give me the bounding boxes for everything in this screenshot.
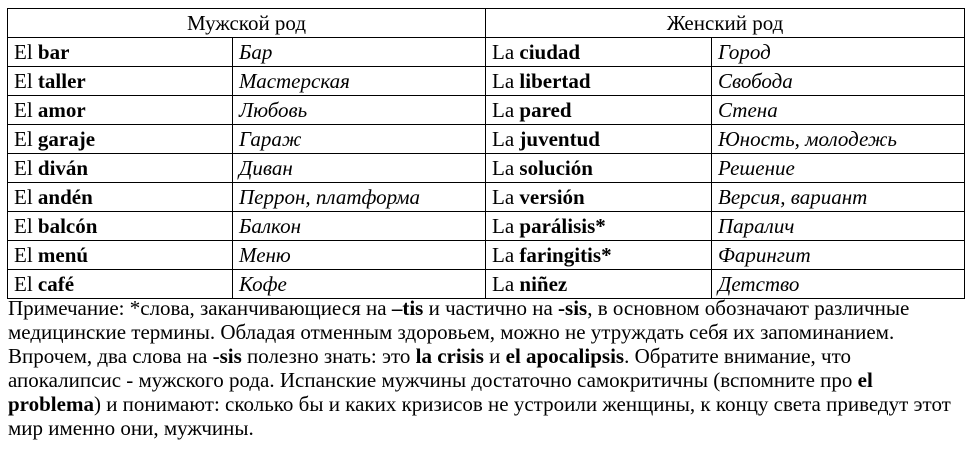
feminine-russian-cell: Решение xyxy=(712,154,965,183)
masculine-russian-cell: Бар xyxy=(233,38,486,67)
masculine-spanish-cell xyxy=(8,67,233,96)
feminine-russian-cell: Стена xyxy=(712,96,965,125)
spanish-article: La xyxy=(492,127,520,151)
feminine-russian-cell: Паралич xyxy=(712,212,965,241)
feminine-spanish-cell xyxy=(486,125,712,154)
masculine-russian-cell: Любовь xyxy=(233,96,486,125)
note-text: ) и понимают: сколько бы и каких кризисов не устроили женщины, к концу света приведут этот мир именно они, мужчины. xyxy=(8,392,951,440)
table-row xyxy=(8,96,965,125)
feminine-russian-cell: Версия, вариант xyxy=(712,183,965,212)
masculine-russian-cell: Балкон xyxy=(233,212,486,241)
table-body xyxy=(8,38,965,299)
header-masculine: Мужской род xyxy=(8,9,486,38)
spanish-article: La xyxy=(492,243,520,267)
table-row xyxy=(8,183,965,212)
note-text: полезно знать: это xyxy=(241,344,416,368)
feminine-spanish-cell xyxy=(486,183,712,212)
masculine-russian-cell: Мастерская xyxy=(233,67,486,96)
spanish-word: diván xyxy=(37,156,89,180)
table-row xyxy=(8,241,965,270)
spanish-word: faringitis* xyxy=(519,243,612,267)
spanish-word: garaje xyxy=(37,127,96,151)
header-feminine: Женский род xyxy=(486,9,965,38)
masculine-spanish-cell xyxy=(8,154,233,183)
spanish-article: El xyxy=(14,185,38,209)
masculine-spanish-cell xyxy=(8,96,233,125)
masculine-spanish-cell xyxy=(8,125,233,154)
feminine-russian-cell: Фарингит xyxy=(712,241,965,270)
table-row xyxy=(8,212,965,241)
spanish-article: La xyxy=(492,272,520,296)
feminine-spanish-cell xyxy=(486,38,712,67)
spanish-article: El xyxy=(14,127,38,151)
note-text: , в основном обозначают различные медицинские термины. Обладая отменным здоровьем, можно не утруждать себя их запоминанием. Впрочем, два слова на xyxy=(8,296,910,368)
feminine-spanish-cell xyxy=(486,96,712,125)
spanish-article: El xyxy=(14,69,38,93)
note-bold: -sis xyxy=(558,296,588,320)
spanish-word: café xyxy=(37,272,75,296)
feminine-spanish-cell xyxy=(486,241,712,270)
note-text: и частично на xyxy=(423,296,559,320)
note-bold: -sis xyxy=(212,344,242,368)
spanish-article: El xyxy=(14,40,38,64)
spanish-word: amor xyxy=(37,98,86,122)
table-header-row xyxy=(8,9,965,38)
masculine-russian-cell: Меню xyxy=(233,241,486,270)
feminine-spanish-cell xyxy=(486,270,712,299)
spanish-word: menú xyxy=(37,243,89,267)
masculine-spanish-cell xyxy=(8,241,233,270)
table-row xyxy=(8,67,965,96)
spanish-word: andén xyxy=(37,185,93,209)
note-text: Примечание: *слова, заканчивающиеся на xyxy=(8,296,392,320)
spanish-article: El xyxy=(14,156,38,180)
spanish-article: La xyxy=(492,40,520,64)
masculine-russian-cell: Диван xyxy=(233,154,486,183)
note-text: и xyxy=(483,344,506,368)
spanish-article: El xyxy=(14,243,38,267)
masculine-spanish-cell xyxy=(8,183,233,212)
feminine-spanish-cell xyxy=(486,154,712,183)
spanish-article: La xyxy=(492,156,520,180)
spanish-word: juventud xyxy=(519,127,600,151)
spanish-word: niñez xyxy=(519,272,568,296)
note-bold: la crisis xyxy=(415,344,484,368)
note-text: . Обратите внимание, что апокалипсис - мужского рода. Испанские мужчины достаточно самокритичны (вспомните про xyxy=(8,344,858,392)
spanish-word: versión xyxy=(519,185,585,209)
feminine-russian-cell: Юность, молодежь xyxy=(712,125,965,154)
spanish-word: bar xyxy=(37,40,70,64)
table-row xyxy=(8,125,965,154)
gender-nouns-table xyxy=(7,8,965,299)
spanish-word: taller xyxy=(37,69,86,93)
note-bold: el apocalipsis xyxy=(505,344,625,368)
spanish-article: El xyxy=(14,98,38,122)
spanish-word: pared xyxy=(519,98,572,122)
footnote-paragraph xyxy=(8,296,966,440)
feminine-russian-cell: Детство xyxy=(712,270,965,299)
table-row xyxy=(8,38,965,67)
feminine-russian-cell: Город xyxy=(712,38,965,67)
spanish-word: libertad xyxy=(519,69,591,93)
spanish-word: ciudad xyxy=(519,40,581,64)
note-bold: –tis xyxy=(391,296,424,320)
feminine-spanish-cell xyxy=(486,67,712,96)
spanish-article: La xyxy=(492,185,520,209)
feminine-spanish-cell xyxy=(486,212,712,241)
masculine-russian-cell: Перрон, платформа xyxy=(233,183,486,212)
masculine-spanish-cell xyxy=(8,212,233,241)
masculine-russian-cell: Гараж xyxy=(233,125,486,154)
spanish-article: El xyxy=(14,272,38,296)
masculine-spanish-cell xyxy=(8,38,233,67)
note-bold: el problema xyxy=(8,368,873,416)
feminine-russian-cell: Свобода xyxy=(712,67,965,96)
spanish-word: balcón xyxy=(37,214,98,238)
spanish-article: La xyxy=(492,69,520,93)
spanish-article: La xyxy=(492,98,520,122)
masculine-spanish-cell xyxy=(8,270,233,299)
spanish-article: El xyxy=(14,214,38,238)
spanish-article: La xyxy=(492,214,520,238)
spanish-word: parálisis* xyxy=(519,214,606,238)
table-row xyxy=(8,270,965,299)
table-row xyxy=(8,154,965,183)
spanish-word: solución xyxy=(519,156,593,180)
masculine-russian-cell: Кофе xyxy=(233,270,486,299)
